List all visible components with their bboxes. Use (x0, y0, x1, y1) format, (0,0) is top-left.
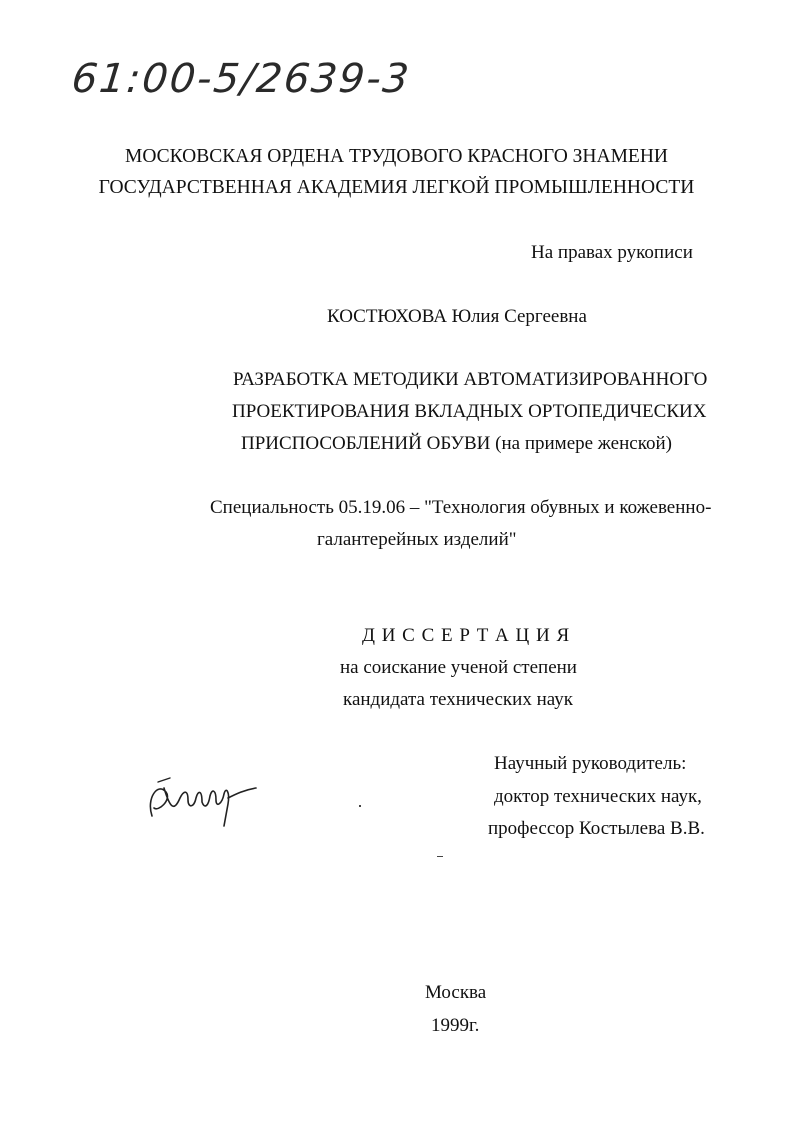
institution-line-2: ГОСУДАРСТВЕННАЯ АКАДЕМИЯ ЛЕГКОЙ ПРОМЫШЛЕННОСТИ (98, 177, 695, 198)
scan-speck (359, 805, 361, 807)
degree-line-2: кандидата технических наук (343, 689, 573, 710)
year: 1999г. (431, 1015, 480, 1036)
archive-stamp: 61:00-5/2639-3 (69, 56, 413, 102)
dissertation-heading: Д И С С Е Р Т А Ц И Я (362, 625, 571, 646)
title-line-3: ПРИСПОСОБЛЕНИЙ ОБУВИ (на примере женской) (241, 433, 672, 454)
supervisor-degree: доктор технических наук, (494, 786, 702, 807)
degree-line-1: на соискание ученой степени (340, 657, 577, 678)
author-name: КОСТЮХОВА Юлия Сергеевна (327, 306, 587, 327)
city: Москва (425, 982, 487, 1003)
title-line-1: РАЗРАБОТКА МЕТОДИКИ АВТОМАТИЗИРОВАННОГО (233, 369, 708, 390)
manuscript-note: На правах рукописи (531, 242, 693, 263)
supervisor-name: профессор Костылева В.В. (488, 818, 705, 839)
specialty-line-1: Специальность 05.19.06 – "Технология обувных и кожевенно- (210, 497, 712, 518)
handwritten-signature (144, 768, 264, 828)
supervisor-label: Научный руководитель: (494, 753, 687, 774)
specialty-line-2: галантерейных изделий" (317, 529, 517, 550)
title-line-2: ПРОЕКТИРОВАНИЯ ВКЛАДНЫХ ОРТОПЕДИЧЕСКИХ (232, 401, 707, 422)
institution-line-1: МОСКОВСКАЯ ОРДЕНА ТРУДОВОГО КРАСНОГО ЗНАМЕНИ (124, 146, 669, 167)
scan-speck (437, 856, 443, 857)
